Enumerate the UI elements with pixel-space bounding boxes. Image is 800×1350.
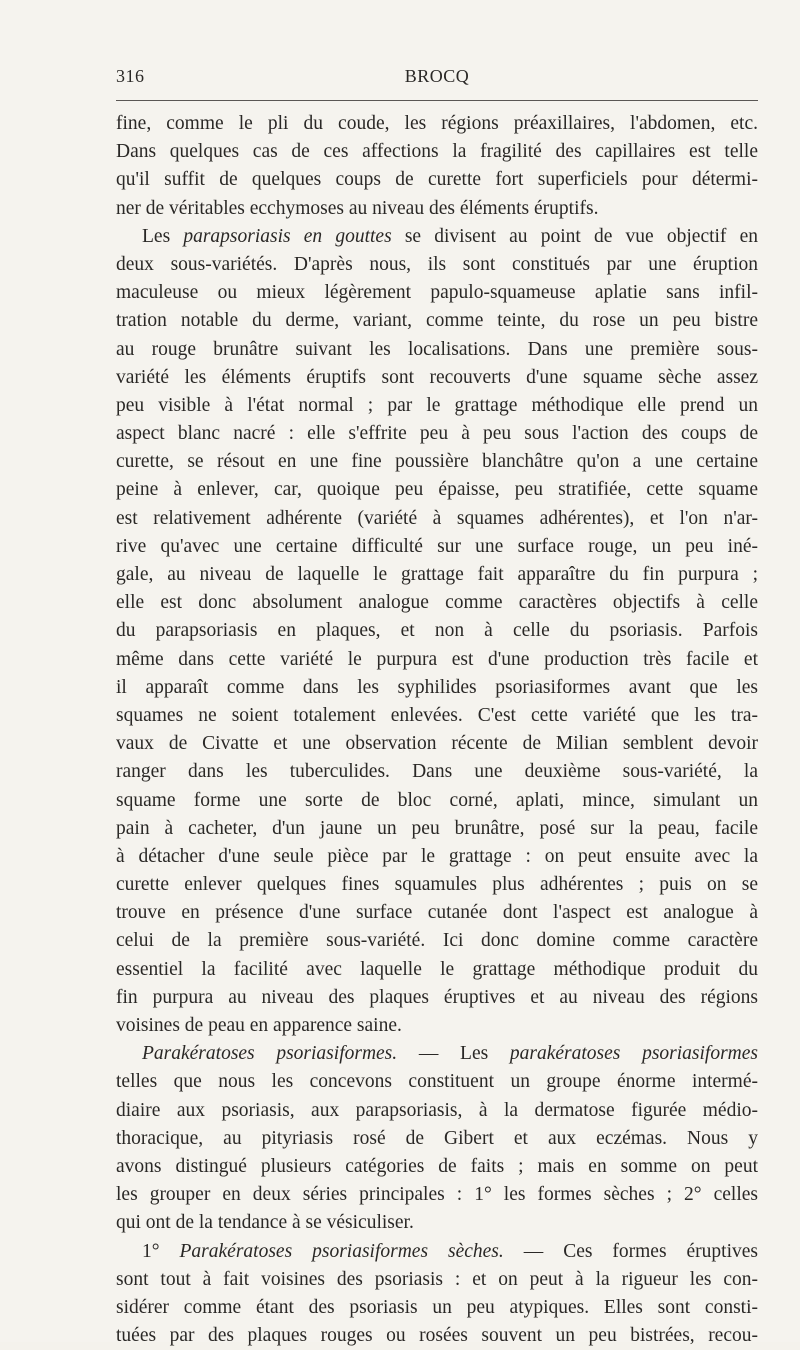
text-line: qu'il suffit de quelques coups de curette fort superficiels pour détermi- bbox=[116, 169, 758, 191]
text-line: squames ne soient totalement enlevées. C'est cette variété que les tra- bbox=[116, 704, 758, 726]
text-line: pain à cacheter, d'un jaune un peu brunâtre, posé sur la peau, facile bbox=[116, 817, 758, 839]
text-line: vaux de Civatte et une observation récente de Milian semblent devoir bbox=[116, 733, 758, 755]
text-line: trouve en présence d'une surface cutanée dont l'aspect est analogue à bbox=[116, 902, 758, 924]
text-line: tration notable du derme, variant, comme teinte, du rose un peu bistre bbox=[116, 310, 758, 332]
text-line: voisines de peau en apparence saine. bbox=[116, 1015, 402, 1036]
text-line: maculeuse ou mieux légèrement papulo-squameuse aplatie sans infil- bbox=[116, 282, 758, 304]
text-fragment: — Les bbox=[397, 1043, 510, 1065]
text-line: curette, se résout en une fine poussière blanchâtre qu'on a une certaine bbox=[116, 451, 758, 473]
text-line bbox=[116, 1040, 758, 1068]
text-line: les grouper en deux séries principales : 1° les formes sèches ; 2° celles bbox=[116, 1184, 758, 1206]
text-line: du parapsoriasis en plaques, et non à celle du psoriasis. Parfois bbox=[116, 620, 758, 642]
term-parakeratoses-psoriasiformes: parakératoses psoriasiformes bbox=[509, 1043, 758, 1065]
text-fragment: Les bbox=[142, 225, 184, 247]
running-title: BROCQ bbox=[404, 66, 470, 86]
text-line bbox=[116, 223, 758, 251]
text-line: curette enlever quelques fines squamules plus adhérentes ; puis on se bbox=[116, 874, 758, 896]
text-line: tuées par des plaques rouges ou rosées souvent un peu bistrées, recou- bbox=[116, 1325, 758, 1347]
section-heading-parakeratoses: Parakératoses psoriasiformes. bbox=[142, 1043, 398, 1065]
text-line: aspect blanc nacré : elle s'effrite peu à peu sous l'action des coups de bbox=[116, 423, 758, 445]
text-fragment: se divisent au point de vue objectif en bbox=[391, 225, 758, 247]
text-line: celui de la première sous-variété. Ici donc domine comme caractère bbox=[116, 930, 758, 952]
text-line: même dans cette variété le purpura est d'une production très facile et bbox=[116, 648, 758, 670]
text-line: elle est donc absolument analogue comme caractères objectifs à celle bbox=[116, 592, 758, 614]
text-line: peine à enlever, car, quoique peu épaisse, peu stratifiée, cette squame bbox=[116, 479, 758, 501]
text-line: avons distingué plusieurs catégories de faits ; mais en somme on peut bbox=[116, 1155, 758, 1177]
page-number: 316 bbox=[116, 66, 145, 86]
text-line: au rouge brunâtre suivant les localisations. Dans une première sous- bbox=[116, 338, 758, 360]
text-line: ranger dans les tuberculides. Dans une deuxième sous-variété, la bbox=[116, 761, 758, 783]
section-heading-formes-seches: Parakératoses psoriasiformes sèches. bbox=[179, 1240, 504, 1262]
text-line: fine, comme le pli du coude, les régions préaxillaires, l'abdomen, etc. bbox=[116, 113, 758, 134]
text-line: telles que nous les concevons constituent un groupe énorme intermé- bbox=[116, 1071, 758, 1093]
text-line: sont tout à fait voisines des psoriasis : et on peut à la rigueur les con- bbox=[116, 1268, 758, 1290]
text-line: est relativement adhérente (variété à squames adhérentes), et l'on n'ar- bbox=[116, 507, 758, 529]
text-line: variété les éléments éruptifs sont recouverts d'une squame sèche assez bbox=[116, 366, 758, 388]
header-rule bbox=[116, 100, 758, 101]
page-header bbox=[116, 60, 758, 92]
text-line bbox=[116, 1238, 758, 1266]
term-parapsoriasis-en-gouttes: parapsoriasis en gouttes bbox=[183, 225, 392, 247]
text-line: diaire aux psoriasis, aux parapsoriasis, à la dermatose figurée médio- bbox=[116, 1099, 758, 1121]
text-line: thoracique, au pityriasis rosé de Gibert et aux eczémas. Nous y bbox=[116, 1127, 758, 1149]
text-line: peu visible à l'état normal ; par le grattage méthodique elle prend un bbox=[116, 394, 758, 416]
text-fragment: — Ces formes éruptives bbox=[503, 1240, 758, 1262]
text-line: rive qu'avec une certaine difficulté sur une surface rouge, un peu iné- bbox=[116, 535, 758, 557]
text-line: qui ont de la tendance à se vésiculiser. bbox=[116, 1212, 414, 1234]
text-line: ner de véritables ecchymoses au niveau des éléments éruptifs. bbox=[116, 197, 599, 219]
text-line: sidérer comme étant des psoriasis un peu atypiques. Elles sont consti- bbox=[116, 1296, 758, 1318]
text-line: à détacher d'une seule pièce par le grattage : on peut ensuite avec la bbox=[116, 845, 758, 867]
text-line: fin purpura au niveau des plaques éruptives et au niveau des régions bbox=[116, 986, 758, 1008]
text-line: squame forme une sorte de bloc corné, aplati, mince, simulant un bbox=[116, 789, 758, 811]
text-fragment: 1° bbox=[142, 1240, 180, 1262]
text-line: essentiel la facilité avec laquelle le grattage méthodique produit du bbox=[116, 958, 758, 980]
text-line: deux sous-variétés. D'après nous, ils sont constitués par une éruption bbox=[116, 253, 758, 275]
text-line: Dans quelques cas de ces affections la fragilité des capillaires est telle bbox=[116, 141, 758, 163]
text-line: il apparaît comme dans les syphilides psoriasiformes avant que les bbox=[116, 676, 758, 698]
text-line: gale, au niveau de laquelle le grattage fait apparaître du fin purpura ; bbox=[116, 564, 758, 585]
body-text bbox=[116, 110, 758, 1350]
